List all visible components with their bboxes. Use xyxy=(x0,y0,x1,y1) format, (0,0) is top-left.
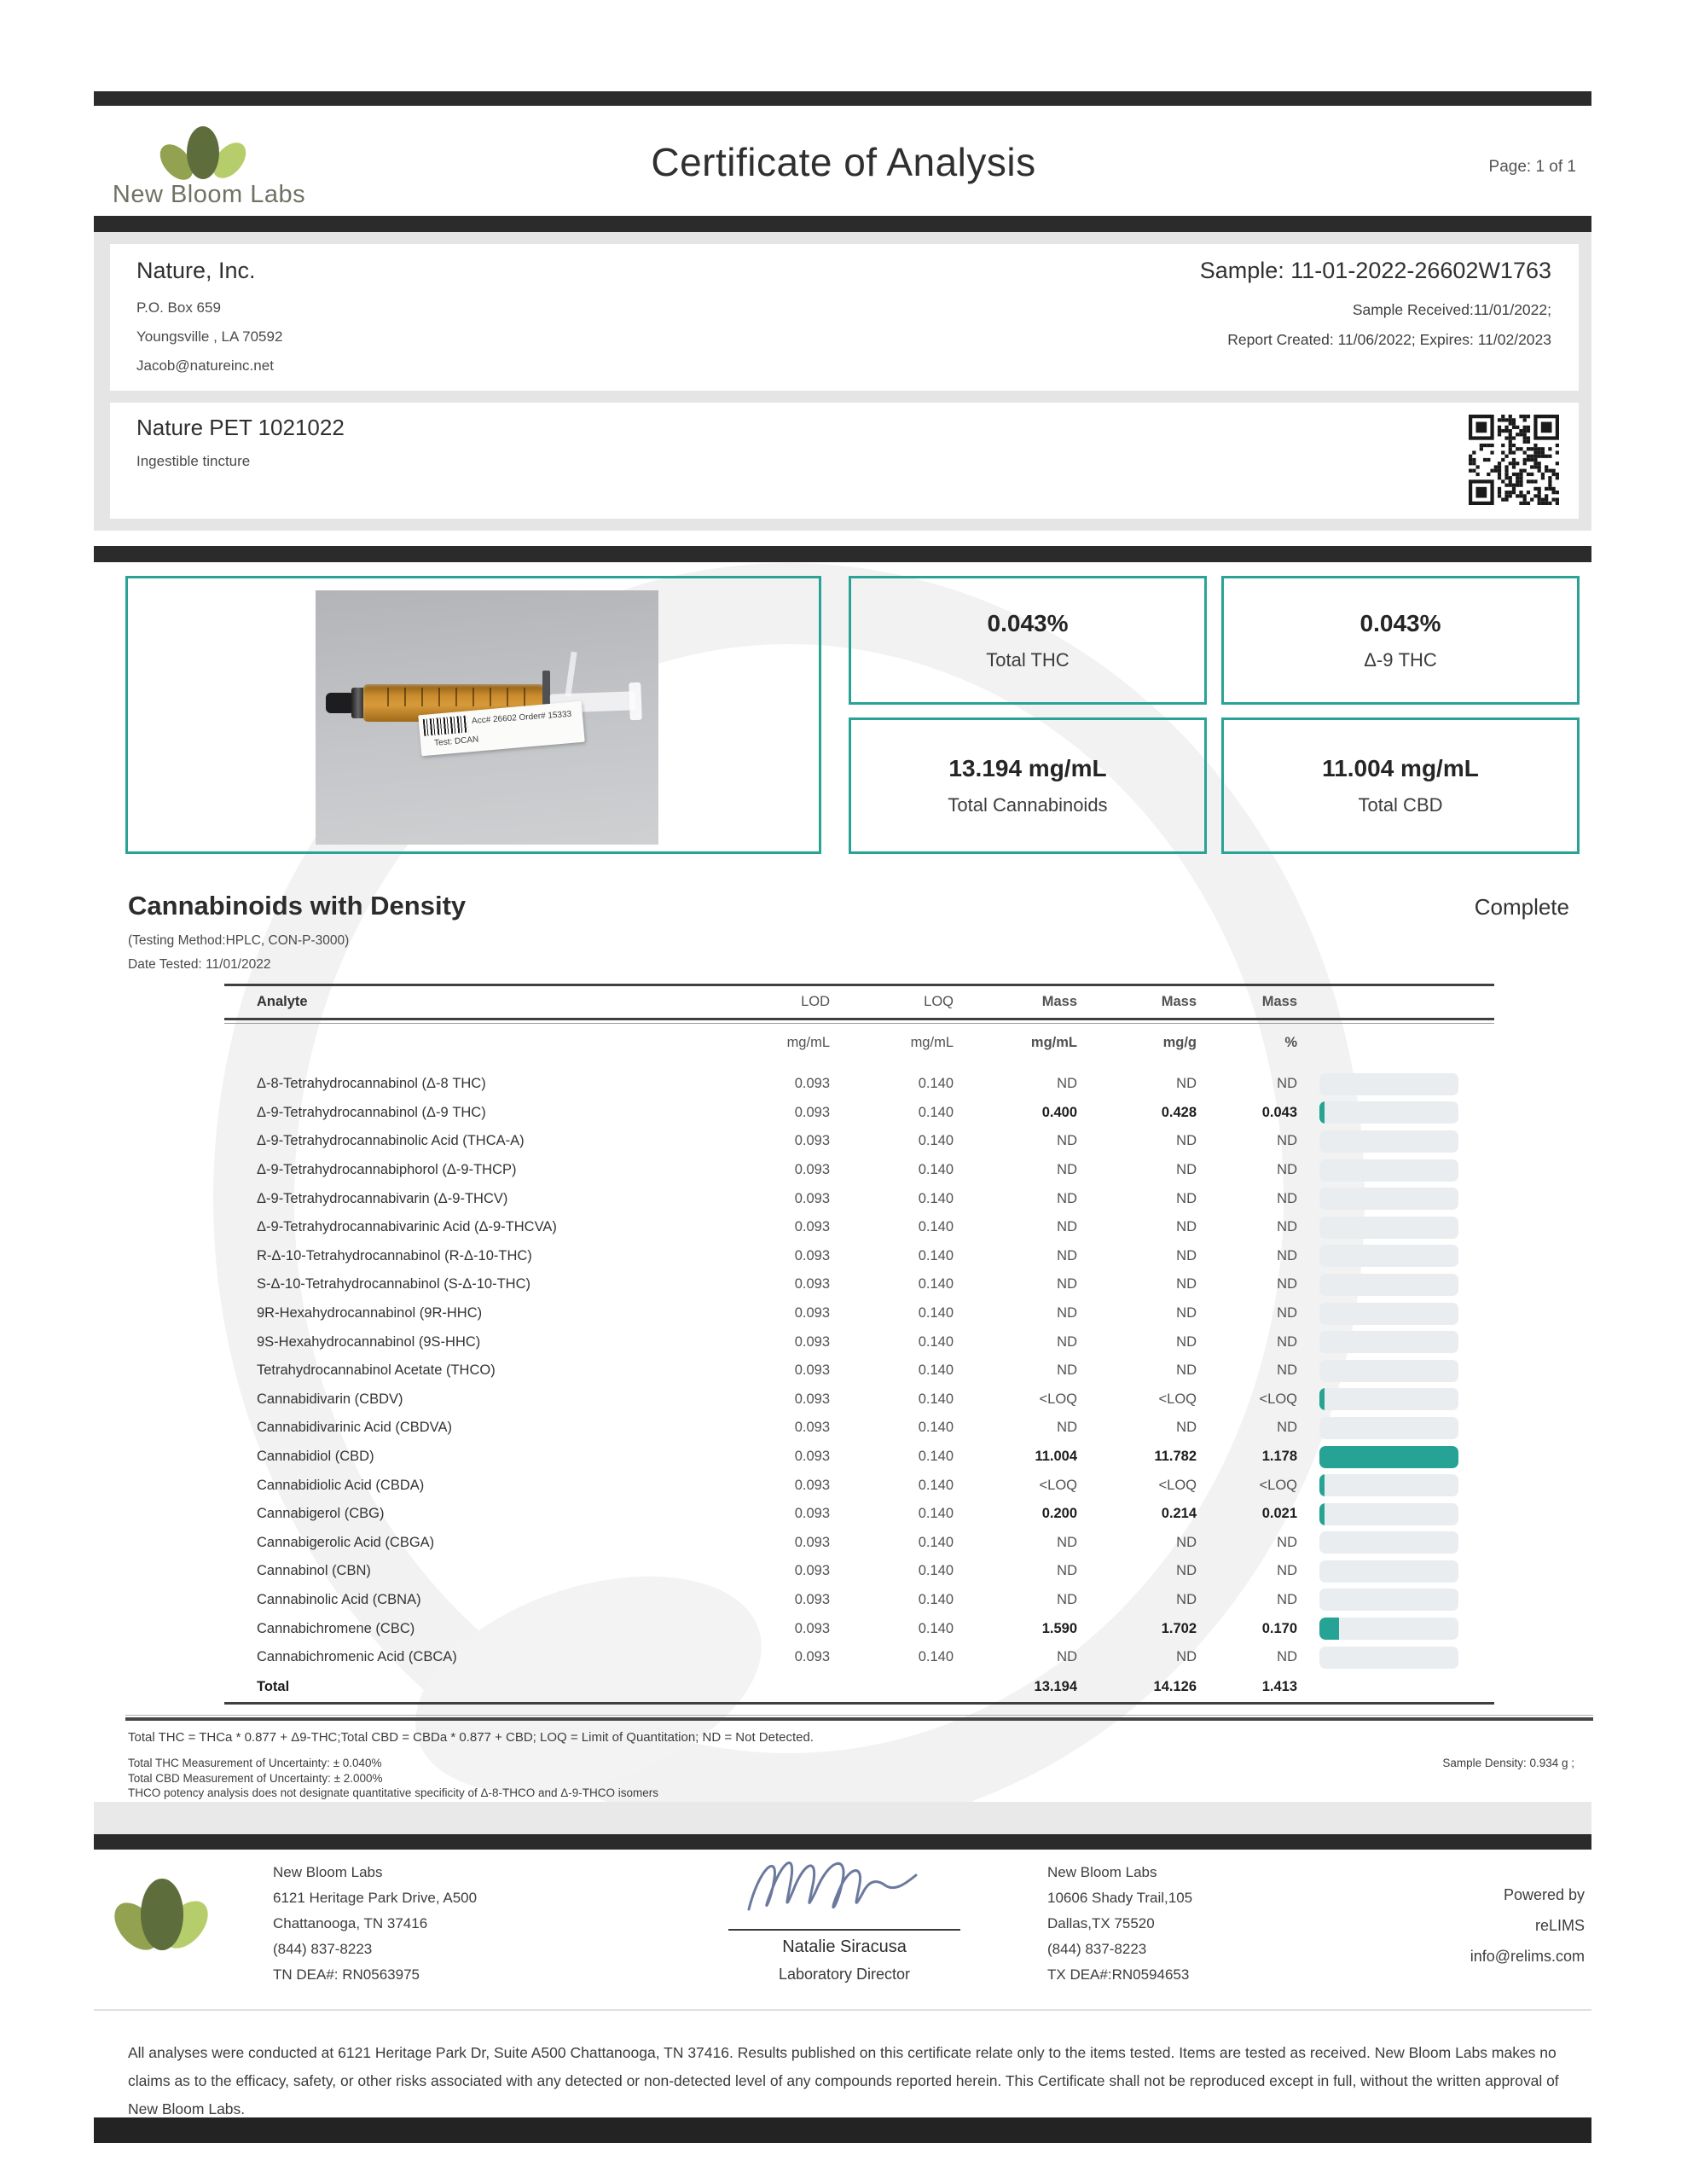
mass-mgg-value: ND xyxy=(1176,1276,1197,1292)
loq-value: 0.140 xyxy=(918,1420,954,1436)
total-mass-mgml: 13.194 xyxy=(1034,1678,1077,1694)
analyte-bar xyxy=(1319,1274,1494,1296)
uncertainty-notes xyxy=(128,1756,658,1801)
table-row xyxy=(224,1443,1494,1472)
mass-mgg-value: ND xyxy=(1176,1649,1197,1665)
analyte-bar-fill xyxy=(1319,1101,1325,1124)
sample-received: Sample Received:11/01/2022; xyxy=(1352,301,1551,318)
lab-address-tx xyxy=(1047,1860,1192,1988)
table-row xyxy=(224,1500,1494,1529)
col-analyte: Analyte xyxy=(257,994,308,1009)
loq-value: 0.140 xyxy=(918,1247,954,1263)
lod-value: 0.093 xyxy=(794,1219,830,1235)
qr-code xyxy=(1469,415,1559,505)
mass-pct-value: ND xyxy=(1277,1534,1297,1550)
section-closing-rule xyxy=(125,1715,1593,1721)
mass-mgg-value: 0.214 xyxy=(1161,1506,1197,1522)
loq-value: 0.140 xyxy=(918,1190,954,1206)
table-total-row xyxy=(224,1671,1494,1705)
syringe-plunger-grip xyxy=(629,682,642,720)
analyte-name: Cannabidivarin (CBDV) xyxy=(257,1391,403,1407)
lab1-dea: TN DEA#: RN0563975 xyxy=(273,1966,420,1983)
analyte-bar-track xyxy=(1319,1388,1458,1410)
table-row xyxy=(224,1070,1494,1099)
footer-gray-strip xyxy=(94,1802,1591,1834)
analyte-bar-track xyxy=(1319,1531,1458,1554)
analyte-bar xyxy=(1319,1130,1494,1153)
date-tested: Date Tested: 11/01/2022 xyxy=(128,957,271,972)
loq-value: 0.140 xyxy=(918,1276,954,1292)
mass-pct-value: ND xyxy=(1277,1362,1297,1379)
mass-mgg-value: ND xyxy=(1176,1190,1197,1206)
signature-title: Laboratory Director xyxy=(778,1966,911,1983)
mass-mgml-value: ND xyxy=(1057,1420,1077,1436)
unit-lod: mg/mL xyxy=(786,1034,830,1050)
analyte-name: Cannabichromene (CBC) xyxy=(257,1620,415,1636)
mass-mgml-value: ND xyxy=(1057,1333,1077,1350)
bottom-band xyxy=(94,2117,1591,2143)
mass-pct-value: ND xyxy=(1277,1162,1297,1178)
loq-value: 0.140 xyxy=(918,1506,954,1522)
lod-value: 0.093 xyxy=(794,1534,830,1550)
loq-value: 0.140 xyxy=(918,1219,954,1235)
mass-mgg-value: ND xyxy=(1176,1420,1197,1436)
uncertainty-thco: THCO potency analysis does not designate quantitative specificity of Δ-8-THCO and Δ-9-THCO isomers xyxy=(128,1786,659,1799)
testing-method: (Testing Method:HPLC, CON-P-3000) xyxy=(128,933,350,948)
table-row xyxy=(224,1270,1494,1299)
lod-value: 0.093 xyxy=(794,1305,830,1321)
mass-pct-value: ND xyxy=(1277,1591,1297,1607)
table-row xyxy=(224,1299,1494,1328)
section-title: Cannabinoids with Density xyxy=(128,891,467,921)
table-row xyxy=(224,1385,1494,1414)
analyte-bar xyxy=(1319,1188,1494,1210)
analyte-name: Δ-9-Tetrahydrocannabinol (Δ-9 THC) xyxy=(257,1104,486,1120)
total-label: Total xyxy=(257,1678,290,1694)
product-info-box xyxy=(110,403,1579,519)
analyte-name: Tetrahydrocannabinol Acetate (THCO) xyxy=(257,1362,496,1379)
total-cannabinoids-label: Total Cannabinoids xyxy=(948,794,1108,816)
analyte-name: R-Δ-10-Tetrahydrocannabinol (R-Δ-10-THC) xyxy=(257,1247,532,1263)
analyte-bar-track xyxy=(1319,1303,1458,1325)
lab2-address2: Dallas,TX 75520 xyxy=(1047,1915,1155,1931)
analyte-bar xyxy=(1319,1589,1494,1611)
powered-by-line2: reLIMS xyxy=(1534,1917,1585,1934)
powered-by-line1: Powered by xyxy=(1503,1886,1585,1903)
sample-density: Sample Density: 0.934 g ; xyxy=(1442,1757,1574,1769)
footnote-formula: Total THC = THCa * 0.877 + Δ9-THC;Total CBD = CBDa * 0.877 + CBD; LOQ = Limit of Quantitation; ND = Not Detected. xyxy=(128,1730,814,1745)
lod-value: 0.093 xyxy=(794,1563,830,1579)
table-row xyxy=(224,1557,1494,1586)
footer-logo-center-petal-icon xyxy=(141,1879,183,1950)
mass-mgml-value: 1.590 xyxy=(1041,1620,1077,1636)
analyte-bar-track xyxy=(1319,1130,1458,1153)
mass-mgg-value: ND xyxy=(1176,1333,1197,1350)
mass-mgml-value: ND xyxy=(1057,1276,1077,1292)
syringe-graduations xyxy=(372,688,537,706)
analyte-bar-track xyxy=(1319,1446,1458,1468)
lod-value: 0.093 xyxy=(794,1506,830,1522)
mass-mgml-value: ND xyxy=(1057,1649,1077,1665)
client-address-line2: Youngsville , LA 70592 xyxy=(136,328,283,345)
mass-mgg-value: 1.702 xyxy=(1161,1620,1197,1636)
analyte-bar-track xyxy=(1319,1618,1458,1640)
mass-pct-value: <LOQ xyxy=(1259,1391,1297,1407)
analyte-bar xyxy=(1319,1217,1494,1239)
mass-pct-value: ND xyxy=(1277,1333,1297,1350)
table-row xyxy=(224,1242,1494,1271)
disclaimer-text: All analyses were conducted at 6121 Heritage Park Dr, Suite A500 Chattanooga, TN 37416. Results published on this certificate relate only to the items tested. Items are tested as received. New Bloom Labs makes no claims as to the efficacy, safety, or other risks associated with any detected or non-detected level of any compounds reported herein. This Certificate shall not be reproduced except in full, without the written approval of New Bloom Labs. xyxy=(128,2043,1559,2117)
top-band xyxy=(94,91,1591,106)
analyte-name: Cannabinol (CBN) xyxy=(257,1563,371,1579)
analyte-bar-track xyxy=(1319,1589,1458,1611)
unit-mass-mgg: mg/g xyxy=(1162,1034,1197,1050)
mass-mgg-value: ND xyxy=(1176,1563,1197,1579)
analyte-bar xyxy=(1319,1303,1494,1325)
mass-mgg-value: 0.428 xyxy=(1161,1104,1197,1120)
loq-value: 0.140 xyxy=(918,1563,954,1579)
total-cannabinoids-value: 13.194 mg/mL xyxy=(948,755,1107,781)
mass-pct-value: 0.043 xyxy=(1261,1104,1297,1120)
logo-wordmark: New Bloom Labs xyxy=(112,181,306,208)
mass-mgml-value: <LOQ xyxy=(1039,1391,1077,1407)
lod-value: 0.093 xyxy=(794,1076,830,1092)
analyte-bar-track xyxy=(1319,1101,1458,1124)
loq-value: 0.140 xyxy=(918,1534,954,1550)
mass-mgml-value: 0.200 xyxy=(1041,1506,1077,1522)
unit-mass-mgml: mg/mL xyxy=(1030,1034,1077,1050)
mass-mgg-value: ND xyxy=(1176,1133,1197,1149)
analyte-name: Cannabidiolic Acid (CBDA) xyxy=(257,1477,425,1493)
mass-mgg-value: ND xyxy=(1176,1591,1197,1607)
uncertainty-cbd: Total CBD Measurement of Uncertainty: ± 2.000% xyxy=(128,1771,383,1785)
mass-mgml-value: ND xyxy=(1057,1247,1077,1263)
client-name: Nature, Inc. xyxy=(136,258,256,283)
powered-by-block xyxy=(1470,1879,1585,1972)
analyte-bar xyxy=(1319,1331,1494,1353)
mass-mgg-value: ND xyxy=(1176,1305,1197,1321)
loq-value: 0.140 xyxy=(918,1305,954,1321)
analyte-bar xyxy=(1319,1159,1494,1182)
analyte-name: Cannabichromenic Acid (CBCA) xyxy=(257,1649,457,1665)
mass-pct-value: ND xyxy=(1277,1563,1297,1579)
lod-value: 0.093 xyxy=(794,1391,830,1407)
mass-mgg-value: ND xyxy=(1176,1162,1197,1178)
d9-thc-label: Δ-9 THC xyxy=(1364,648,1437,671)
analyte-bar-fill xyxy=(1319,1388,1325,1410)
sample-label-line2: Test: DCAN xyxy=(433,735,479,748)
mass-pct-value: ND xyxy=(1277,1649,1297,1665)
lod-value: 0.093 xyxy=(794,1276,830,1292)
lod-value: 0.093 xyxy=(794,1333,830,1350)
client-email: Jacob@natureinc.net xyxy=(136,357,274,374)
table-body xyxy=(224,1070,1494,1671)
analyte-bar-track xyxy=(1319,1331,1458,1353)
loq-value: 0.140 xyxy=(918,1449,954,1465)
analyte-name: Δ-8-Tetrahydrocannabinol (Δ-8 THC) xyxy=(257,1076,486,1092)
analyte-bar xyxy=(1319,1101,1494,1124)
total-thc-box xyxy=(849,576,1207,705)
lod-value: 0.093 xyxy=(794,1133,830,1149)
sample-id: Sample: 11-01-2022-26602W1763 xyxy=(1199,258,1551,283)
loq-value: 0.140 xyxy=(918,1649,954,1665)
client-address xyxy=(136,293,282,380)
info-section xyxy=(94,232,1591,531)
lod-value: 0.093 xyxy=(794,1162,830,1178)
col-lod: LOD xyxy=(801,994,830,1009)
analyte-bar-fill xyxy=(1319,1618,1339,1640)
uncertainty-thc: Total THC Measurement of Uncertainty: ± 0.040% xyxy=(128,1757,382,1769)
signature-name: Natalie Siracusa xyxy=(782,1937,907,1956)
mass-mgml-value: 11.004 xyxy=(1035,1449,1077,1465)
total-mass-mgg: 14.126 xyxy=(1153,1678,1197,1694)
table-row xyxy=(224,1327,1494,1356)
d9-thc-value: 0.043% xyxy=(1359,609,1441,636)
product-type: Ingestible tincture xyxy=(136,453,251,469)
mass-mgml-value: <LOQ xyxy=(1039,1477,1077,1493)
mass-pct-value: ND xyxy=(1277,1420,1297,1436)
total-mass-pct: 1.413 xyxy=(1261,1678,1297,1694)
lod-value: 0.093 xyxy=(794,1247,830,1263)
table-row xyxy=(224,1586,1494,1615)
lab1-name: New Bloom Labs xyxy=(273,1864,383,1880)
client-address-line1: P.O. Box 659 xyxy=(136,299,221,316)
analyte-bar-track xyxy=(1319,1159,1458,1182)
analyte-bar xyxy=(1319,1647,1494,1669)
mass-mgg-value: ND xyxy=(1176,1219,1197,1235)
table-row xyxy=(224,1614,1494,1643)
lod-value: 0.093 xyxy=(794,1362,830,1379)
mass-mgml-value: ND xyxy=(1057,1076,1077,1092)
loq-value: 0.140 xyxy=(918,1104,954,1120)
mass-mgml-value: ND xyxy=(1057,1162,1077,1178)
lod-value: 0.093 xyxy=(794,1420,830,1436)
analyte-bar-track xyxy=(1319,1245,1458,1267)
analyte-name: Cannabidivarinic Acid (CBDVA) xyxy=(257,1420,452,1436)
analyte-bar-track xyxy=(1319,1188,1458,1210)
d9-thc-box xyxy=(1221,576,1580,705)
mass-pct-value: 0.170 xyxy=(1261,1620,1297,1636)
mass-pct-value: ND xyxy=(1277,1190,1297,1206)
loq-value: 0.140 xyxy=(918,1362,954,1379)
syringe-plunger-fin xyxy=(565,652,577,696)
loq-value: 0.140 xyxy=(918,1391,954,1407)
report-created: Report Created: 11/06/2022; Expires: 11/02/2023 xyxy=(1227,331,1551,348)
analyte-name: 9R-Hexahydrocannabinol (9R-HHC) xyxy=(257,1305,483,1321)
mass-mgg-value: <LOQ xyxy=(1158,1477,1197,1493)
table-units-row xyxy=(224,1024,1494,1061)
signature-block xyxy=(674,1843,1015,1984)
analyte-name: Cannabigerolic Acid (CBGA) xyxy=(257,1534,435,1550)
lod-value: 0.093 xyxy=(794,1591,830,1607)
lab2-name: New Bloom Labs xyxy=(1047,1864,1157,1880)
analyte-bar-track xyxy=(1319,1474,1458,1496)
header-rule xyxy=(224,1018,1494,1024)
table-row xyxy=(224,1213,1494,1242)
analyte-name: 9S-Hexahydrocannabinol (9S-HHC) xyxy=(257,1333,481,1350)
syringe-tip xyxy=(326,693,355,713)
analyte-bar xyxy=(1319,1560,1494,1583)
analyte-bar-fill xyxy=(1319,1503,1325,1525)
mass-pct-value: ND xyxy=(1277,1076,1297,1092)
analyte-bar-fill xyxy=(1319,1446,1458,1468)
table-row xyxy=(224,1643,1494,1672)
lab2-phone: (844) 837-8223 xyxy=(1047,1941,1147,1957)
analyte-bar-track xyxy=(1319,1417,1458,1439)
table-row xyxy=(224,1127,1494,1156)
mass-mgml-value: ND xyxy=(1057,1219,1077,1235)
analyte-bar xyxy=(1319,1388,1494,1410)
mass-mgml-value: 0.400 xyxy=(1041,1104,1077,1120)
lab2-address1: 10606 Shady Trail,105 xyxy=(1047,1890,1193,1906)
section-status: Complete xyxy=(1474,894,1569,920)
footer-divider xyxy=(94,2009,1591,2011)
analyte-name: Cannabidiol (CBD) xyxy=(257,1449,374,1465)
analyte-bar-track xyxy=(1319,1560,1458,1583)
loq-value: 0.140 xyxy=(918,1620,954,1636)
signature xyxy=(733,1843,955,1925)
unit-loq: mg/mL xyxy=(910,1034,954,1050)
analyte-bar-track xyxy=(1319,1217,1458,1239)
lod-value: 0.093 xyxy=(794,1104,830,1120)
product-photo-box xyxy=(125,576,821,854)
mass-pct-value: ND xyxy=(1277,1247,1297,1263)
mass-pct-value: ND xyxy=(1277,1276,1297,1292)
footer-logo xyxy=(119,1875,222,1978)
lod-value: 0.093 xyxy=(794,1620,830,1636)
table-row xyxy=(224,1356,1494,1385)
mass-mgml-value: ND xyxy=(1057,1133,1077,1149)
total-cbd-label: Total CBD xyxy=(1358,794,1443,816)
divider-band-2 xyxy=(94,546,1591,562)
analyte-name: Δ-9-Tetrahydrocannabivarin (Δ-9-THCV) xyxy=(257,1190,508,1206)
table-row xyxy=(224,1414,1494,1443)
lod-value: 0.093 xyxy=(794,1190,830,1206)
page-number: Page: 1 of 1 xyxy=(1488,158,1576,176)
analyte-bar-fill xyxy=(1319,1474,1325,1496)
mass-mgg-value: 11.782 xyxy=(1154,1449,1197,1465)
analyte-bar-track xyxy=(1319,1503,1458,1525)
total-thc-label: Total THC xyxy=(986,648,1070,671)
analyte-bar xyxy=(1319,1618,1494,1640)
mass-mgml-value: ND xyxy=(1057,1563,1077,1579)
table-row xyxy=(224,1471,1494,1500)
powered-by-line3: info@relims.com xyxy=(1470,1948,1585,1965)
analyte-name: S-Δ-10-Tetrahydrocannabinol (S-Δ-10-THC) xyxy=(257,1276,530,1292)
loq-value: 0.140 xyxy=(918,1162,954,1178)
mass-pct-value: <LOQ xyxy=(1259,1477,1297,1493)
mass-mgml-value: ND xyxy=(1057,1362,1077,1379)
table-row xyxy=(224,1099,1494,1128)
analyte-name: Cannabinolic Acid (CBNA) xyxy=(257,1591,421,1607)
analyte-bar xyxy=(1319,1531,1494,1554)
mass-pct-value: 0.021 xyxy=(1261,1506,1297,1522)
lod-value: 0.093 xyxy=(794,1649,830,1665)
loq-value: 0.140 xyxy=(918,1076,954,1092)
col-mass-mgml: Mass xyxy=(1041,994,1077,1009)
product-photo xyxy=(316,590,658,845)
mass-pct-value: ND xyxy=(1277,1133,1297,1149)
mass-mgml-value: ND xyxy=(1057,1591,1077,1607)
total-thc-value: 0.043% xyxy=(987,609,1069,636)
signature-rule xyxy=(728,1929,960,1931)
table-row xyxy=(224,1156,1494,1185)
col-loq: LOQ xyxy=(924,994,954,1009)
table-row xyxy=(224,1529,1494,1558)
mass-mgg-value: ND xyxy=(1176,1362,1197,1379)
lab1-phone: (844) 837-8223 xyxy=(273,1941,373,1957)
client-info-box xyxy=(110,244,1579,391)
mass-mgml-value: ND xyxy=(1057,1305,1077,1321)
table-row xyxy=(224,1184,1494,1213)
mass-pct-value: ND xyxy=(1277,1219,1297,1235)
mass-mgml-value: ND xyxy=(1057,1190,1077,1206)
mass-mgg-value: ND xyxy=(1176,1534,1197,1550)
lab1-address2: Chattanooga, TN 37416 xyxy=(273,1915,428,1931)
mass-pct-value: 1.178 xyxy=(1261,1449,1297,1465)
analyte-bar xyxy=(1319,1245,1494,1267)
divider-band-1 xyxy=(94,216,1591,232)
lab1-address1: 6121 Heritage Park Drive, A500 xyxy=(273,1890,478,1906)
analyte-bar xyxy=(1319,1446,1494,1468)
sample-label-barcode xyxy=(423,715,469,735)
mass-mgg-value: <LOQ xyxy=(1158,1391,1197,1407)
analyte-bar xyxy=(1319,1360,1494,1382)
table-header-row xyxy=(224,984,1494,1018)
analyte-bar xyxy=(1319,1417,1494,1439)
sample-dates xyxy=(1227,295,1551,355)
lod-value: 0.093 xyxy=(794,1449,830,1465)
mass-pct-value: ND xyxy=(1277,1305,1297,1321)
total-cbd-box xyxy=(1221,717,1580,854)
analyte-bar xyxy=(1319,1474,1494,1496)
loq-value: 0.140 xyxy=(918,1333,954,1350)
analyte-name: Δ-9-Tetrahydrocannabiphorol (Δ-9-THCP) xyxy=(257,1162,517,1178)
lod-value: 0.093 xyxy=(794,1477,830,1493)
analyte-name: Δ-9-Tetrahydrocannabinolic Acid (THCA-A) xyxy=(257,1133,525,1149)
lab2-dea: TX DEA#:RN0594653 xyxy=(1047,1966,1190,1983)
analyte-bar-track xyxy=(1319,1274,1458,1296)
total-cannabinoids-box xyxy=(849,717,1207,854)
analyte-bar-track xyxy=(1319,1360,1458,1382)
analyte-name: Cannabigerol (CBG) xyxy=(257,1506,385,1522)
loq-value: 0.140 xyxy=(918,1133,954,1149)
mass-mgg-value: ND xyxy=(1176,1076,1197,1092)
analyte-name: Δ-9-Tetrahydrocannabivarinic Acid (Δ-9-THCVA) xyxy=(257,1219,557,1235)
analyte-bar-track xyxy=(1319,1647,1458,1669)
total-cbd-value: 11.004 mg/mL xyxy=(1322,755,1479,781)
unit-mass-pct: % xyxy=(1284,1034,1297,1050)
analyte-bar-track xyxy=(1319,1073,1458,1095)
loq-value: 0.140 xyxy=(918,1591,954,1607)
cannabinoid-table xyxy=(224,984,1494,1705)
page-title: Certificate of Analysis xyxy=(651,140,1036,184)
product-name: Nature PET 1021022 xyxy=(136,415,345,440)
loq-value: 0.140 xyxy=(918,1477,954,1493)
col-mass-mgg: Mass xyxy=(1161,994,1197,1009)
col-mass-pct: Mass xyxy=(1261,994,1297,1009)
sample-label-line1: Acc# 26602 Order# 15333 xyxy=(471,709,572,726)
lab-address-tn xyxy=(273,1860,477,1988)
analyte-bar xyxy=(1319,1073,1494,1095)
mass-mgml-value: ND xyxy=(1057,1534,1077,1550)
mass-mgg-value: ND xyxy=(1176,1247,1197,1263)
analyte-bar xyxy=(1319,1503,1494,1525)
